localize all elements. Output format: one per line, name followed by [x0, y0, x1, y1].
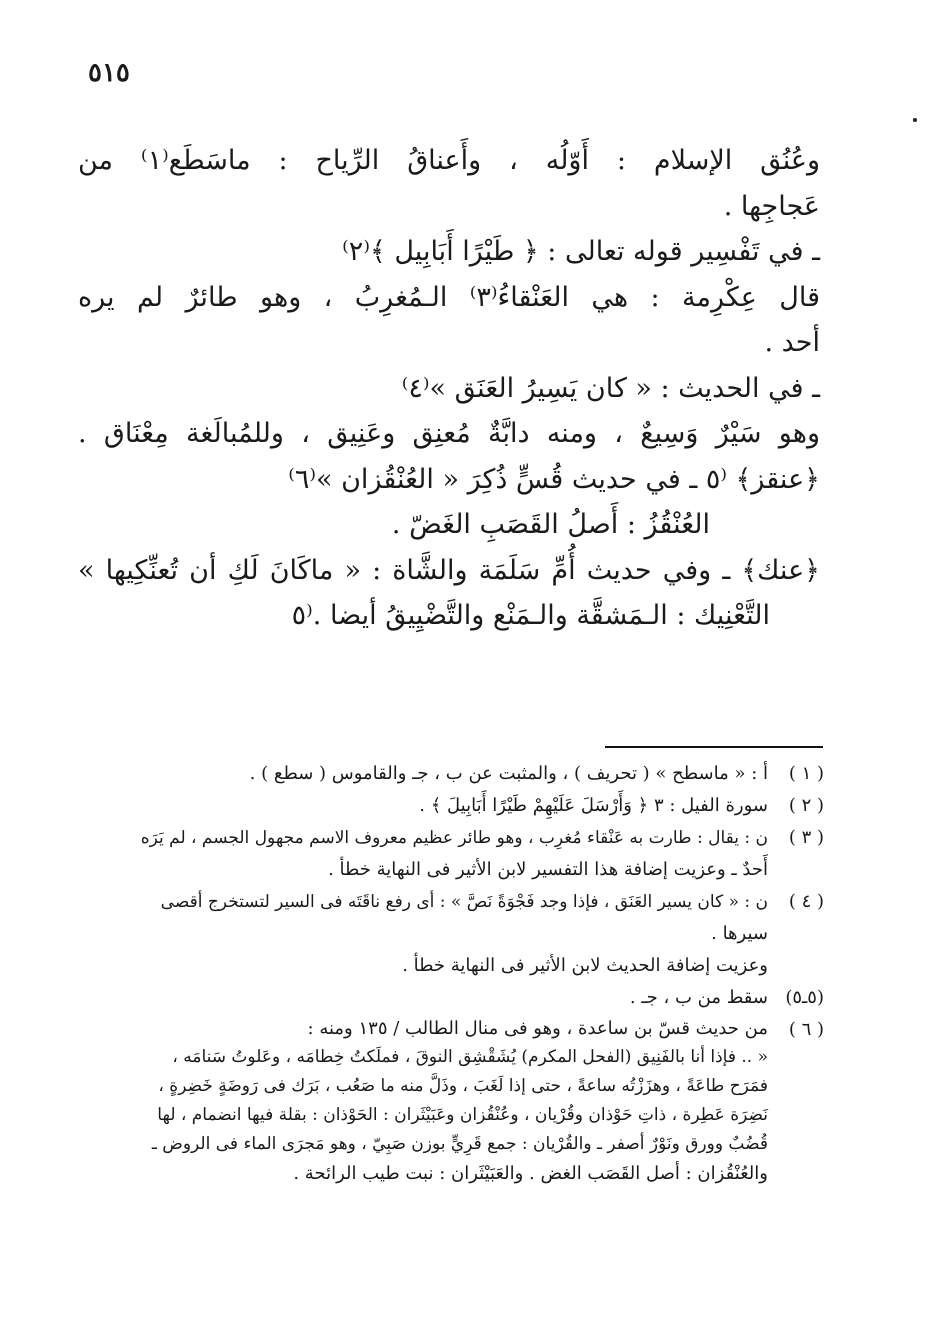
main-line: ﴿عنقز﴾ ⁽٥ ـ في حديث قُسٍّ ذُكِرَ « العُنْقُزان »⁽٦⁾ [288, 463, 820, 495]
footnote-line: فمَرَح طاعَةً ، وهزَزْتُه ساعةً ، حتى إذا لَغَبَ ، وذَلَّ منه ما صَعُب ، بَرَك فى رَوضَةٍ خَضِرةٍ ، [158, 1076, 768, 1096]
footnote-line: نَضِرَة عَطِرة ، ذاتِ حَوْذان وقُرْيان ، وعُنْقُزان وعَبَيْثَران : الحَوْذان : بقلة فيها انضمام ، لها [157, 1105, 768, 1125]
footnote-line: « .. فإذا أنا بالفَنِيق (الفحل المكرم) يُشَقْشِق النوقَ ، فملَكتُ خِطامَه ، وعَلوتُ سَنامَه ، [172, 1047, 768, 1067]
footnote-number: ( ٣ ) [788, 827, 824, 848]
main-line: العُنْقُزُ : أَصلُ القَصَبِ الغَضّ . [391, 509, 710, 540]
footnote [96, 1014, 824, 1188]
footnote-line: أَحدٌ ـ وعزيت إضافة هذا التفسير لابن الأثير فى النهاية خطأ . [328, 859, 768, 880]
main-text [78, 138, 820, 639]
main-line: عَجاجِها . [723, 190, 820, 222]
footnote-line: والعُنْقُزان : أصل القَصَب الغض . والعَبَيْثَران : نبت طيب الرائحة . [293, 1163, 768, 1184]
footnote [96, 758, 824, 790]
main-line: ﴿عنك﴾ ـ وفي حديث أُمِّ سَلَمَة والشَّاة : « ماكَانَ لَكِ أن تُعنِّكِيها » [78, 554, 820, 586]
main-line: وعُنُق الإسلام : أَوّلُه ، وأَعناقُ الرِّياح : ماسَطَع⁽١⁾ من [78, 145, 820, 176]
page-number: ٥١٥ [88, 58, 130, 88]
main-line: ـ في الحديث : « كان يَسِيرُ العَنَق »⁽٤⁾ [401, 372, 820, 404]
footnote-line: سورة الفيل : ٣ ﴿ وَأَرْسَلَ عَلَيْهِمْ طَيْرًا أَبَابِيلَ ﴾ . [419, 795, 768, 816]
footnote-number: ( ٦ ) [788, 1019, 824, 1040]
footnote-line: قُضُبٌ وورق ونَوْرٌ أصفر ـ والقُرْيان : جمع قَرِيٍّ بوزن صَبِيّ ، وهو مَجرَى الماء فى الروض ـ [151, 1134, 768, 1154]
footnote-separator [605, 746, 823, 748]
footnote-line: سقط من ب ، جـ . [629, 987, 768, 1008]
main-line: التَّعْنِيك : الـمَشقَّة والـمَنْع والتَّضْيِيقُ أيضا .⁽٥ [291, 600, 770, 631]
margin-mark [913, 118, 917, 122]
footnote-number: ( ٤ ) [788, 891, 824, 912]
footnote [96, 822, 824, 886]
footnote-line: وعزيت إضافة الحديث لابن الأثير فى النهاية خطأ . [402, 955, 768, 976]
footnote [96, 982, 824, 1014]
footnote-line: من حديث قسّ بن ساعدة ، وهو فى منال الطالب / ١٣٥ ومنه : [307, 1018, 768, 1039]
footnotes [96, 758, 824, 1188]
footnote-line: ن : « كان يسير العَنَق ، فإذا وجد فَجْوَةً نَصَّ » : أى رفع ناقَتَه فى السير لتستخرج أقصى [160, 892, 768, 912]
footnote-number: ( ٢ ) [788, 795, 824, 816]
main-line: أحد . [764, 327, 820, 358]
footnote-line: ن : يقال : طارت به عَنْقاء مُغرِب ، وهو طائر عظيم معروف الاسم مجهول الجسم ، لم يَرَه [140, 828, 768, 848]
main-line: قال عِكْرِمة : هي العَنْقاءُ⁽٣⁾ الـمُغرِبُ ، وهو طائرٌ لم يره [78, 281, 820, 313]
footnote-line: سيرها . [711, 923, 768, 944]
footnote [96, 790, 824, 822]
main-line: وهو سَيْرٌ وَسِيعٌ ، ومنه دابَّةٌ مُعنِق وعَنِيق ، وللمُبالَغة مِعْنَاق . [78, 418, 820, 449]
footnote [96, 886, 824, 982]
main-line: ـ في تَفْسِير قوله تعالى : ﴿ طَيْرًا أَبَابِيل ﴾⁽٢⁾ [342, 236, 820, 267]
footnote-number: (٥ـ٥) [785, 987, 824, 1008]
footnote-number: ( ١ ) [788, 763, 824, 784]
footnote-line: أ : « ماسطح » ( تحريف ) ، والمثبت عن ب ، جـ والقاموس ( سطع ) . [249, 763, 768, 784]
